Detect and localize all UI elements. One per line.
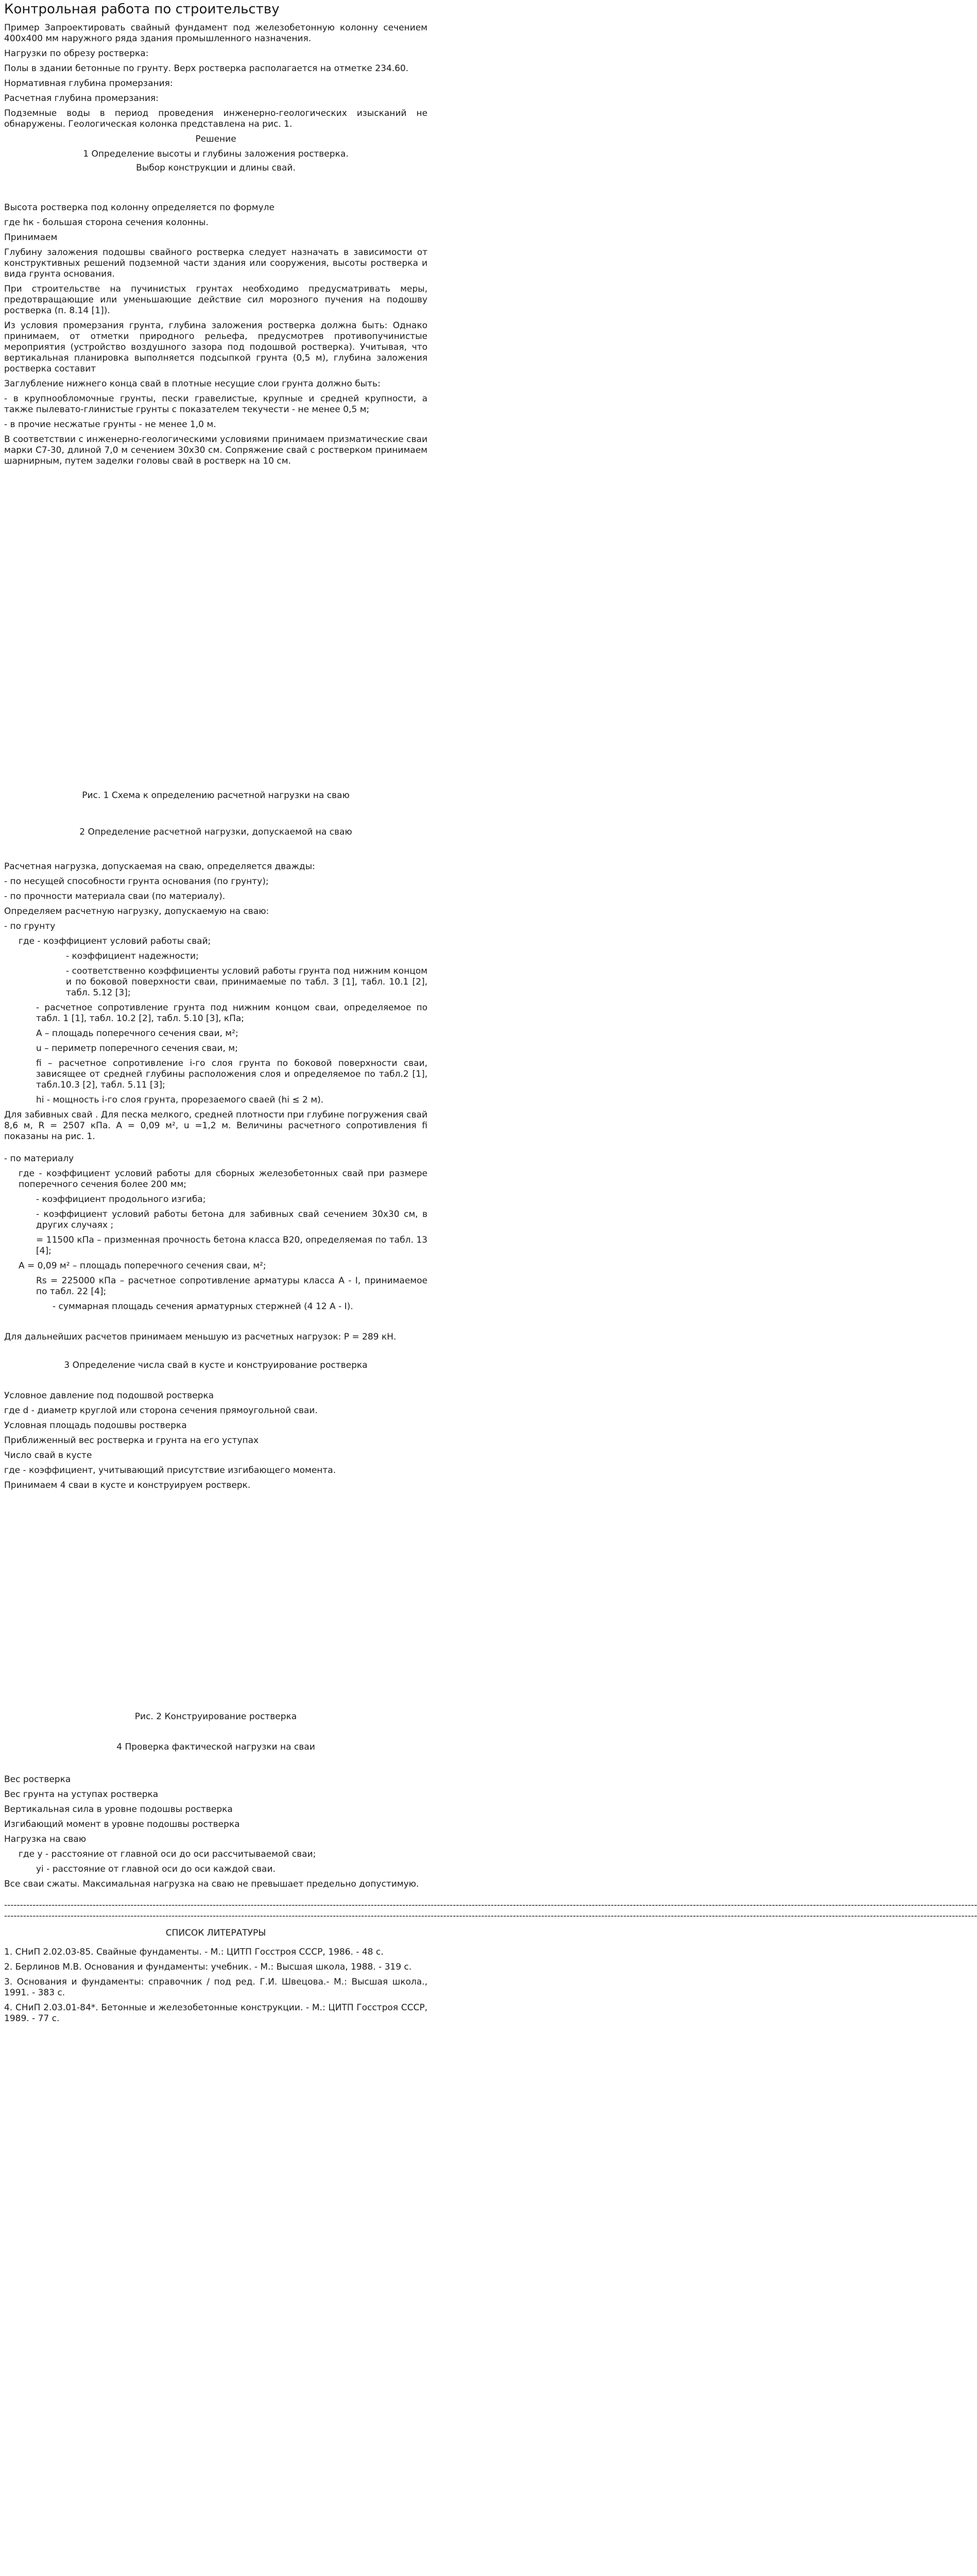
section3-paragraph-5: Число свай в кусте xyxy=(4,1450,92,1461)
section4-paragraph-1: Вес ростверка xyxy=(4,1774,71,1785)
section4-title: 4 Проверка фактической нагрузки на сваи xyxy=(116,1742,315,1752)
bibliography-item-1: 1. СНиП 2.02.03-85. Свайные фундаменты. - М.: ЦИТП Госстроя СССР, 1986. - 48 с. xyxy=(4,1947,384,1957)
figure-2-caption: Рис. 2 Конструирование ростверка xyxy=(134,1711,297,1722)
grunt-gk: - коэффициент надежности; xyxy=(66,951,199,961)
section1-paragraph-4: Глубину заложения подошвы свайного ростверка следует назначать в зависимости от конструктивных решений подземной части здания или сооружения, высоты ростверка и вида грунта основания. xyxy=(4,247,427,279)
section1-paragraph-10: В соответствии с инженерно-геологическими условиями принимаем призматические сваи марки С7-30, длиной 7,0 м сечением 30х30 см. Сопряжение свай с ростверком принимаем шарнирным, путем заделки головы свай в ростверк на 10 см. xyxy=(4,434,427,466)
material-as: - суммарная площадь сечения арматурных стержней (4 12 А - I). xyxy=(53,1301,353,1312)
separator-dashes-2: -------------------------------------------------------------------------------------------------------------------------------------------------------------------------------------------------------------------------------------------------------------------------------------------------------------------- xyxy=(4,1911,977,1921)
section2-paragraph-2: - по несущей способности грунта основания (по грунту); xyxy=(4,876,269,887)
section3-paragraph-1: Условное давление под подошвой ростверка xyxy=(4,1391,214,1401)
grunt-gc: где - коэффициент условий работы свай; xyxy=(19,936,211,946)
section2-paragraph-3: - по прочности материала сваи (по материалу). xyxy=(4,891,226,902)
grunt-hi: hi - мощность i-го слоя грунта, прорезаемого сваей (hi ≤ 2 м). xyxy=(36,1095,324,1105)
section4-paragraph-3: Вертикальная сила в уровне подошвы ростверка xyxy=(4,1804,233,1815)
material-a: А = 0,09 м² – площадь поперечного сечения сваи, м²; xyxy=(19,1261,266,1271)
section4-where-2: уi - расстояние от главной оси до оси каждой сваи. xyxy=(36,1864,276,1874)
grunt-gcr: - соответственно коэффициенты условий работы грунта под нижним концом и по боковой поверхности сваи, принимаемые по табл. 3 [1], табл. 10.1 [2], табл. 5.12 [3]; xyxy=(66,966,427,998)
section3-title: 3 Определение числа свай в кусте и конструирование ростверка xyxy=(64,1360,368,1370)
section1-paragraph-1: Высота ростверка под колонну определяется по формуле xyxy=(4,202,275,213)
figure-1-area xyxy=(4,471,427,790)
section4-paragraph-5: Нагрузка на сваю xyxy=(4,1834,87,1844)
grunt-a: А – площадь поперечного сечения сваи, м²; xyxy=(36,1028,238,1039)
material-gcb: - коэффициент условий работы бетона для забивных свай сечением 30х30 см, в других случаях ; xyxy=(36,1209,427,1230)
section1-subtitle: Выбор конструкции и длины свай. xyxy=(136,163,296,173)
grunt-forpile: Для забивных свай . Для песка мелкого, средней плотности при глубине погружения свай 8,6 м, R = 2507 кПа. А = 0,09 м², u =1,2 м. Величины расчетного сопротивления fi показаны на рис. 1. xyxy=(4,1110,427,1142)
section3-paragraph-3: Условная площадь подошвы ростверка xyxy=(4,1420,187,1431)
section2-paragraph-4: Определяем расчетную нагрузку, допускаемую на сваю: xyxy=(4,906,269,917)
document-title: Контрольная работа по строительству xyxy=(4,2,280,17)
section1-paragraph-9: - в прочие несжатые грунты - не менее 1,0 м. xyxy=(4,419,216,430)
section2-paragraph-1: Расчетная нагрузка, допускаемая на сваю, определяется дважды: xyxy=(4,861,315,872)
intro-paragraph-1: Пример Запроектировать свайный фундамент под железобетонную колонну сечением 400х400 мм наружного ряда здания промышленного назначения. xyxy=(4,23,427,44)
material-rs: Rs = 225000 кПа – расчетное сопротивление арматуры класса А - I, принимаемое по табл. 22 [4]; xyxy=(36,1276,427,1297)
grunt-u: u – периметр поперечного сечения сваи, м; xyxy=(36,1043,238,1054)
material-phi: - коэффициент продольного изгиба; xyxy=(36,1194,206,1205)
formula-gap xyxy=(4,178,427,202)
figure-1-caption: Рис. 1 Схема к определению расчетной нагрузки на сваю xyxy=(82,790,350,801)
material-rb: = 11500 кПа – призменная прочность бетона класса В20, определяемая по табл. 13 [4]; xyxy=(36,1235,427,1256)
section4-paragraph-2: Вес грунта на уступах ростверка xyxy=(4,1789,159,1800)
section2-title: 2 Определение расчетной нагрузки, допускаемой на сваю xyxy=(79,827,352,837)
intro-paragraph-3: Полы в здании бетонные по грунту. Верх ростверка располагается на отметке 234.60. xyxy=(4,63,409,74)
section2-paragraph-5: - по грунту xyxy=(4,921,56,931)
intro-paragraph-2: Нагрузки по обрезу ростверка: xyxy=(4,48,149,59)
intro-paragraph-5: Расчетная глубина промерзания: xyxy=(4,93,159,104)
section2-conclusion: Для дальнейших расчетов принимаем меньшую из расчетных нагрузок: Р = 289 кН. xyxy=(4,1332,397,1342)
section4-conclusion: Все сваи сжаты. Максимальная нагрузка на сваю не превышает предельно допустимую. xyxy=(4,1879,419,1889)
section3-paragraph-7: Принимаем 4 сваи в кусте и конструируем ростверк. xyxy=(4,1480,251,1490)
section1-paragraph-8: - в крупнообломочные грунты, пески гравелистые, крупные и средней крупности, а также пылевато-глинистые грунты с показателем текучести - не менее 0,5 м; xyxy=(4,394,427,415)
intro-paragraph-4: Нормативная глубина промерзания: xyxy=(4,78,173,89)
section3-paragraph-6: где - коэффициент, учитывающий присутствие изгибающего момента. xyxy=(4,1465,336,1476)
section1-paragraph-3: Принимаем xyxy=(4,232,58,243)
figure-2-area xyxy=(4,1495,427,1711)
section3-paragraph-2: где d - диаметр круглой или сторона сечения прямоугольной сваи. xyxy=(4,1405,318,1416)
intro-paragraph-6: Подземные воды в период проведения инженерно-геологических изысканий не обнаружены. Геологическая колонка представлена на рис. 1. xyxy=(4,108,427,129)
bibliography-item-4: 4. СНиП 2.03.01-84*. Бетонные и железобетонные конструкции. - М.: ЦИТП Госстроя СССР, 1989. - 77 с. xyxy=(4,2003,427,2024)
section1-paragraph-5: При строительстве на пучинистых грунтах необходимо предусматривать меры, предотвращающие или уменьшающие действие сил морозного пучения на подошву ростверка (п. 8.14 [1]). xyxy=(4,284,427,316)
material-label: - по материалу xyxy=(4,1154,74,1164)
section1-paragraph-7: Заглубление нижнего конца свай в плотные несущие слои грунта должно быть: xyxy=(4,379,381,389)
bibliography-title: СПИСОК ЛИТЕРАТУРЫ xyxy=(165,1928,266,1938)
solution-label: Решение xyxy=(195,134,236,144)
grunt-fi: fi – расчетное сопротивление i-го слоя грунта по боковой поверхности сваи, зависящее от средней глубины расположения слоя и определяемое по табл.2 [1], табл.10.3 [2], табл. 5.11 [3]; xyxy=(36,1058,427,1090)
grunt-r: - расчетное сопротивление грунта под нижним концом сваи, определяемое по табл. 1 [1], табл. 10.2 [2], табл. 5.10 [3], кПа; xyxy=(36,1003,427,1024)
document-page xyxy=(4,0,977,2028)
material-gc: где - коэффициент условий работы для сборных железобетонных свай при размере поперечного сечения более 200 мм; xyxy=(19,1168,427,1190)
section1-paragraph-6: Из условия промерзания грунта, глубина заложения ростверка должна быть: Однако принимаем, от отметки природного рельефа, предусмотрев противопучинистые мероприятия (устройство воздушного зазора под подошвой ростверка). Учитывая, что вертикальная планировка выполняется подсыпкой грунта (0,5 м), глубина заложения ростверка составит xyxy=(4,320,427,374)
section1-title: 1 Определение высоты и глубины заложения ростверка. xyxy=(83,149,349,159)
section3-paragraph-4: Приближенный вес ростверка и грунта на его уступах xyxy=(4,1435,259,1446)
section1-paragraph-2: где hк - большая сторона сечения колонны. xyxy=(4,217,209,228)
section4-paragraph-4: Изгибающий момент в уровне подошвы ростверка xyxy=(4,1819,240,1829)
bibliography-item-2: 2. Берлинов М.В. Основания и фундаменты: учебник. - М.: Высшая школа, 1988. - 319 с. xyxy=(4,1962,412,1972)
section4-where-1: где у - расстояние от главной оси до оси рассчитываемой сваи; xyxy=(19,1849,316,1859)
separator-dashes-1: -------------------------------------------------------------------------------------------------------------------------------------------------------------------------------------------------------------------------------------------------------------------------------------------------------------------- xyxy=(4,1900,977,1910)
bibliography-item-3: 3. Основания и фундаменты: справочник / под ред. Г.И. Швецова.- М.: Высшая школа., 1991. - 383 с. xyxy=(4,1977,427,1998)
